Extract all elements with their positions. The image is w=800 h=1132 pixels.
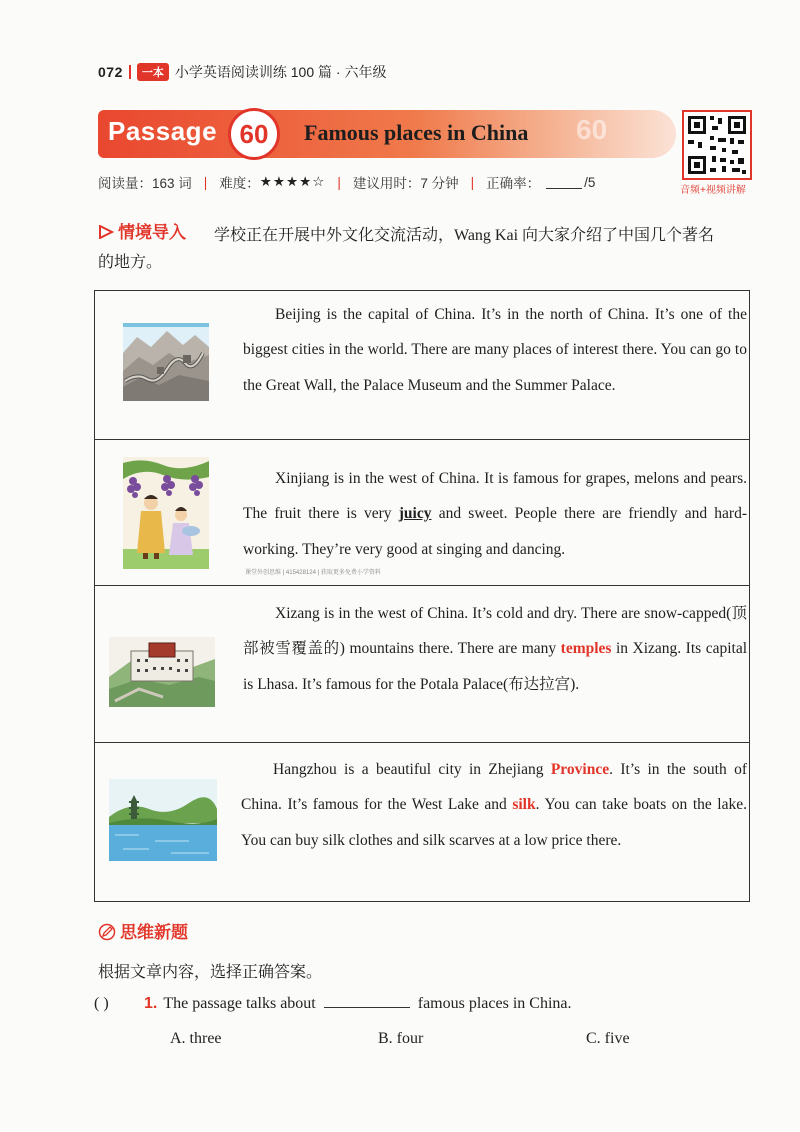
difficulty-stars: ★★★★☆ [259, 174, 326, 189]
play-triangle-icon [98, 225, 114, 239]
option-b[interactable]: B. four [378, 1030, 424, 1047]
passage-label: Passage [108, 116, 218, 146]
page-header [98, 62, 386, 82]
reading-info [98, 172, 595, 192]
pencil-circle-icon [98, 923, 116, 941]
passage-hangzhou-text-c: . You can take boats on the lake. You can buy silk clothes and silk scarves at a low price there. [241, 796, 747, 849]
accuracy-blank[interactable] [546, 176, 582, 189]
passage-xizang [243, 596, 747, 702]
passage-number-badge [228, 108, 280, 160]
passage-hangzhou-text-a: Hangzhou is a beautiful city in Zhejiang [273, 761, 551, 778]
passage-beijing [243, 297, 747, 403]
option-c[interactable]: C. five [586, 1030, 630, 1047]
intro-text-line2: 的地方。 [98, 254, 163, 271]
book-title: 小学英语阅读训练 100 篇 · 六年级 [174, 64, 387, 80]
passage-xinjiang-text-b: and sweet. People there are friendly and hard-working. They’re very good at singing and dancing. [243, 505, 748, 558]
row-divider [95, 742, 749, 743]
passage-xinjiang-text-a: Xinjiang is in the west of China. It is famous for grapes, melons and pears. The fruit there is very [243, 470, 747, 523]
keyword-temples: temples [560, 640, 612, 658]
grape-harvest-illustration [123, 457, 209, 569]
info-divider: | [203, 174, 208, 190]
passage-hangzhou-text-b: . It’s in the south of China. It’s famous for the West Lake and [241, 761, 747, 814]
header-divider [129, 65, 131, 79]
passage-number: 60 [239, 118, 269, 149]
banner-watermark: 60 [576, 114, 608, 145]
question-number: 1. [144, 995, 158, 1012]
suggested-time: 建议用时：7 分钟 [352, 176, 459, 191]
question-stem-b: famous places in China. [417, 995, 572, 1012]
qr-code-icon [684, 112, 750, 178]
question-blank[interactable] [324, 993, 410, 1008]
passage-table [94, 290, 750, 902]
qr-code[interactable] [682, 110, 752, 180]
question-1 [94, 993, 572, 1013]
row-divider [95, 439, 749, 440]
keyword-juicy: juicy [398, 505, 432, 523]
questions-heading-text: 思维新题 [120, 923, 188, 942]
accuracy-total: /5 [584, 174, 596, 190]
word-count: 阅读量：163 词 [98, 176, 192, 191]
accuracy-label: 正确率： [486, 176, 541, 191]
intro-heading-text: 情境导入 [118, 223, 186, 242]
questions-instruction: 根据文章内容，选择正确答案。 [98, 964, 323, 981]
passage-hangzhou [241, 752, 747, 858]
passage-xizang-text-a: Xizang is in the west of China. It’s cold and dry. There are snow-capped(顶部被雪覆盖的) mountains there. There are many [243, 605, 747, 658]
brand-logo: 一本 [137, 63, 169, 81]
question-stem-a: The passage talks about [163, 995, 316, 1012]
info-divider: | [470, 174, 475, 190]
row-divider [95, 585, 749, 586]
info-divider: | [337, 174, 341, 190]
intro-text-line1: 学校正在开展中外文化交流活动，Wang Kai 向大家介绍了中国几个著名 [214, 227, 715, 244]
qr-caption: 音频+视频讲解 [680, 185, 746, 196]
passage-beijing-text: Beijing is the capital of China. It’s in the north of China. It’s one of the biggest cities in the world. There are many places of interest there. You can go to the Great Wall, the Palace Museum and the Summer Palace. [243, 306, 747, 394]
difficulty-label: 难度： [219, 176, 260, 191]
keyword-province: Province [550, 761, 610, 778]
tiny-footnote: 课堂外创思维 | 415428124 | 获取更多免费小学资料 [245, 570, 381, 576]
potala-palace-illustration [109, 637, 215, 707]
great-wall-illustration [123, 323, 209, 401]
questions-heading [98, 918, 188, 943]
answer-paren[interactable]: ( ) [94, 995, 109, 1012]
west-lake-illustration [109, 779, 217, 861]
passage-title: Famous places in China [304, 120, 529, 145]
keyword-silk: silk [512, 796, 536, 814]
passage-xizang-text-b: in Xizang. Its capital is Lhasa. It’s famous for the Potala Palace(布达拉宫). [243, 640, 748, 693]
intro-heading [98, 218, 186, 243]
passage-xinjiang [243, 461, 747, 567]
option-a[interactable]: A. three [170, 1030, 222, 1047]
page-number: 072 [98, 64, 123, 80]
